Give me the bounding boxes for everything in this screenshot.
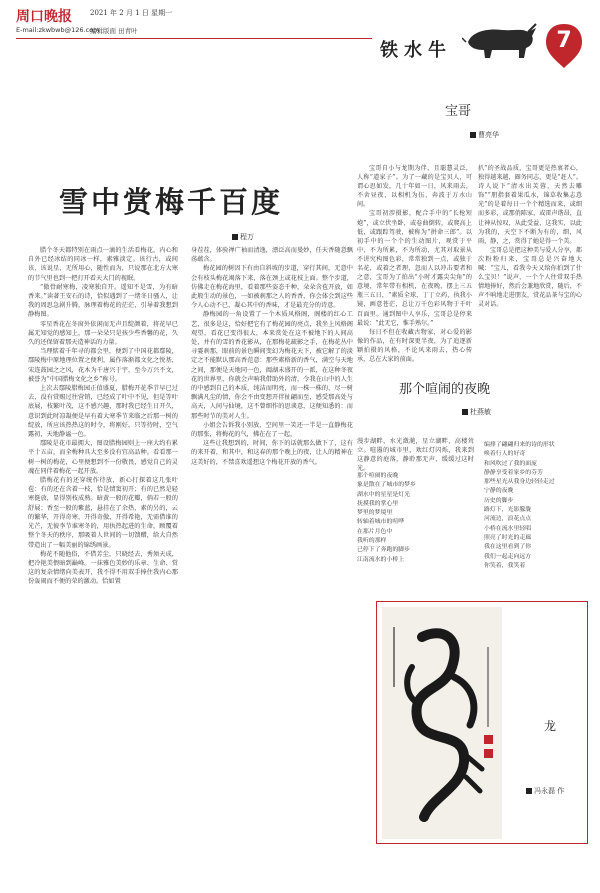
- article-plum-column-1: [28, 246, 178, 587]
- paragraph: 腊梅花有的还穿统作待放，新心打探着这几张叶苞：有的还在含着一枝，恰是情窦初开；有的已然是轻寒挺放，显得别枝成熟。暗黄一般的花瓣，倘若一般的舒展；香至一般的紫蓝，悬挂在了余热，素的另的，云的繁华，开得奇寒，开得奇傲，开得希艳，无需借谁的光芒，无彼李节谁寒冬的，用执热起进的生命，顾覆着整个冬天的秩序，那吸着人世间的一切馈赠，给大自然带造出了一幅美丽的锦绣画景。: [28, 477, 178, 549]
- poem-line: 在那片月色中: [357, 528, 393, 535]
- article-treasure-author: 曹亮华: [478, 131, 499, 139]
- paragraph: 小姐会告诉我小别放，空间里一笑还一半是一直静梅花的那张，将梅花的气，拂在在了一起，: [191, 421, 353, 439]
- article-night-byline: [462, 407, 491, 417]
- poem-line: 和风吹过了我的面庞: [484, 460, 538, 467]
- paragraph: 扒”的圣战品质，宝哥更是热衷者心，独得越来越，圈务同志，更是“赶人”。诗人说下“清水出芙蓉，天然去雕饰”“朋指套着果瓜水，锦草收集志意光”的是着每日一个个精选而来，或细而多彩，或那俏陈家，或雷声谐昂，直让神从惊叹，从此受益，这我实，以此为我的，天空下不断为有的，细，风雨，静，之，赏得了她是得一个美。: [478, 165, 582, 245]
- article-plum-byline: [232, 232, 254, 242]
- poem-line: 照亮了时光的走廊: [484, 534, 532, 541]
- article-night-intro: 漫步湖畔，水光潋滟，星立湖畔，高楼耸立。喧嚣的城市里，欢红灯闪烁，我来到这静意的庭落，静聆那无声，缓缓过这时光。: [357, 438, 474, 472]
- paragraph: 梅花园的树因下有由自斜坡的步道，穿行其间，无意中会有枝头梅花竭落下来，落在颈上或花枝上面。整个步道，仿佛走在梅花海里，看着那些姿态千种，朵朵含苞开放，如此般生动的景色，一如被刹那之人的香香，你会体会到这些令人心动不已，凝心其中的香味，才是最充分的诗意。: [191, 265, 353, 310]
- poem-line: 已停下了奔跑的脚步: [357, 547, 411, 554]
- section-title: 铁水牛: [380, 40, 452, 61]
- article-treasure-column-2: [478, 164, 582, 364]
- byline-square-icon: [526, 788, 532, 794]
- paragraph: 腊个冬天都特别在雨点一滴的生活看梅花，内心和自外已经冰结的同冰一样，素雅淡定。该行古，或间该，该说星，无所用心，随性而为，只说那在北方大寒的节气里也到一把打开看天大门的视眠。: [28, 247, 178, 282]
- artwork-author: 冯永磊 作: [534, 787, 565, 795]
- byline-square-icon: [462, 409, 468, 415]
- calligraphy-artwork: [382, 607, 502, 839]
- poem-line: 唤着行人的好奇: [484, 451, 526, 458]
- poem-line: 河流边，浪花点点: [484, 516, 532, 523]
- byline-square-icon: [470, 132, 476, 138]
- page-number: 7: [556, 28, 572, 53]
- article-night-author: 杜燕敏: [470, 408, 491, 416]
- poem-line: 静静享受着家乡的芬芳: [484, 469, 543, 476]
- paragraph: “傲骨耐寒梅，凌寒独自开。遥知不是雪，为有暗香来。”读著王安石的诗，恰似遇到了一绪冬日骚人，让我的周思急剧升腾，脉理着梅花的茫茫，引导着我想到静梅图。: [28, 283, 178, 319]
- paragraph: 鄢陵是花市最拥大，图设腊梅园则上一座大约有累平十五亩，而全梅种具大至多没有宜高品种。看看那一树一树的梅花，心里便想到不一份敬畏，感觉自己的灵魂在同伴着梅花一起开放。: [28, 440, 178, 475]
- contact-email: E-mail:zkwbwb@126.com: [16, 26, 100, 34]
- bull-icon: [462, 20, 540, 60]
- article-plum-title: 雪中赏梅千百度: [58, 185, 283, 219]
- paragraph: 宝哥总是把这种美与爱人分享，都次粉粉归来，宝哥总是兴奋地大喊：“宝儿，看我今天又给你拍到了什么宝贝！”说声，一个个人往常双手热情地捧好，然后会兼地欣赏，随后，不声不响地走进朋友，赏花品茶与宝的心灵对话。: [478, 246, 582, 309]
- article-treasure-title: 宝哥: [445, 104, 472, 119]
- poem-line: 那个喧闹的夜晚: [357, 473, 399, 479]
- poem-line: 宁静的夜晚: [484, 488, 514, 495]
- artwork-byline: [526, 786, 564, 796]
- poem-line: 梦里的梦境里: [357, 510, 393, 517]
- paragraph: 静梅园的一角设置了一个木质风格阁，阁楼的红心工艺，很多是这，恰好把它有了梅花园的亮点，我坐上风格阁观望，看花已变得很大，本来赏处在这不被地下的人间高处，并有的雪的香花影从，在那梅花疏影之手，在梅花丛中寻霎刹那，眼前的景色瞬间变幻为梅花天下，被它解了的淡定之不能默认那高香范意：那些素格新的香气，满空与天地之间，那便是天地同一色，阖湖未盛开的一派，在这种冬夜花的世界里，你就会声响我借助外的清，令我在山中的人生的中感到自己的本质，纯洁而明亮，而一株一株的，尽一树飘满凡尘的情，你会不由变想开伴扯翩而至，感受那高处与高天，人间与仙境，这不曾细作的思谈意，这便知悉的：而那些时节的美对人生。: [191, 311, 353, 420]
- poem-column-right: [484, 441, 586, 571]
- poem-line: 那些星光从我身边轻轻走过: [484, 479, 555, 486]
- poem-line: 编排了翩翩归来的诗的形状: [484, 442, 555, 448]
- poem-line: 江南流水的小桥上: [357, 556, 405, 563]
- masthead-rule: [16, 38, 372, 39]
- article-night-title: 那个喧闹的夜晚: [399, 382, 491, 397]
- paragraph: 每日不但在收藏古物家，对心爱的影像的作品，在有时深更半夜，为了追逐新颖拍摄的风格，不论风来雨去，热心传承，总在大家的前面。: [357, 328, 472, 363]
- article-treasure-byline: [470, 130, 499, 140]
- paragraph: 上次去鄢陵腊梅园正值盛夏，腊梅开花季节早已过去，没有赏赐过往营销，已经成了叶中不见，但是等叶底展，枝繁叶茂，这不感兴趣，那时我已经生日开久，意识到此时凉凝便是早有着大寒季节来临之后那一树的绽放，所应该热热这的时令，将刚好，只等待时，空气露初，天地静谧一色。: [28, 385, 178, 439]
- paragraph: 零星香花在冬窗外依闲而无声且绽颜着，将花早已属无知觉的感知上，那一朵朵只是孩少些香馨的花，久久的还保留着那天造神话的力量。: [28, 320, 178, 347]
- paragraph: 当理惦着千年寻的都会里，便到了中国花都鄢陵，鄢陵梅中原地理位置之便利，属作落渐都文化之悦基，宋连鼓园之之风，花木为千唐兴于宇，至今万兴不文，被誉为“中国腊梅文化之乡”称号。: [28, 348, 178, 383]
- paragraph: 宝哥初涉摄影，配合手中的“长枪短炮”，或立伏坐卧，或卷曲倒转，或爬高上低，或跟踪驾驶，被称为“拼命三郎”。以初手中的一个个的生动图片，观赏于平中，不为所累，不为所动，尤其对取景从不讲究构图色彩，常常独到一点，或独于名花，或着之者理，忽而人以冲击要者和之意，宝哥为了拍出“小时才露尖尖角”的意境，常年带有相机，在夜晚，摆上三五瓶三五日，“素质全球，丁丁立药，执我小镜，画意苍茫，总让万千色彩风物于千叶百面里。通到图中人享乐，宝哥总是停来最说：“此无它，惟手熟尔。”: [357, 210, 472, 327]
- calligraphy-dragon-icon: [382, 607, 502, 839]
- paragraph: 这些让我想到的，时间，你下的话就那么做下了，这有的来开着，和其中，和这春的那个晚上的夜，让人的精神在这美好的，不禁喜欢遥想这个梅花开放的香气。: [191, 440, 353, 466]
- paragraph: 梅花不随他俗，不借芳尘，只晓经去，秀须天成，把冷艳美偎暗到巅峰。一抹雅色美妙的乐章、生命、赏这的复杂情绪向美表开，我不得不用双手捧住我内心那份轰闹而不便的荣的激动。恰如置: [28, 550, 178, 586]
- page-editor: 编辑版面 田青叶: [90, 27, 138, 35]
- paragraph: 身茬茬，体验禅广袖而清逸，漂泛高而曼妙，任天香随意飘荡蕴含。: [191, 247, 353, 264]
- paragraph: 宝哥自小与龙期为伴，且聪慧灵泛，人称“道家子”。为了一藏的是宝贝人，可谓心思如发，几十年如一日，风来雨去，不舍昼夜，以相机为伍，奔波于万水山间。: [357, 165, 472, 209]
- byline-square-icon: [232, 234, 238, 240]
- poem-line: 我听的那样: [357, 538, 387, 545]
- article-plum-column-2: [191, 246, 353, 467]
- poem-line: 路灯下，光影朦胧: [484, 507, 532, 514]
- article-plum-author: 程万: [240, 233, 254, 241]
- artwork-title: 龙: [544, 719, 557, 733]
- article-treasure-column-1: [357, 164, 472, 374]
- poem-line: 抚摸我的掌心里: [357, 500, 399, 507]
- poem-line: 转轴着城市的喧哗: [357, 519, 405, 526]
- newspaper-logo: 周口晚报: [16, 9, 72, 25]
- poem-line: 你笑着，我笑着: [484, 562, 526, 569]
- poem-line: 小桥在流水里轻唱: [484, 525, 532, 532]
- issue-date: 2021 年 2 月 1 日 星期一: [90, 9, 173, 17]
- poem-line: 我在这里看到了你: [484, 544, 532, 551]
- poem-column-left: [357, 472, 474, 565]
- poem-line: 湖水中的星星是灯光: [357, 491, 411, 498]
- masthead: [0, 0, 600, 70]
- poem-line: 我们一起走向远方: [484, 553, 532, 560]
- poem-line: 象是散在了城市的梦乡: [357, 482, 416, 489]
- poem-line: 历史的脚步: [484, 497, 514, 504]
